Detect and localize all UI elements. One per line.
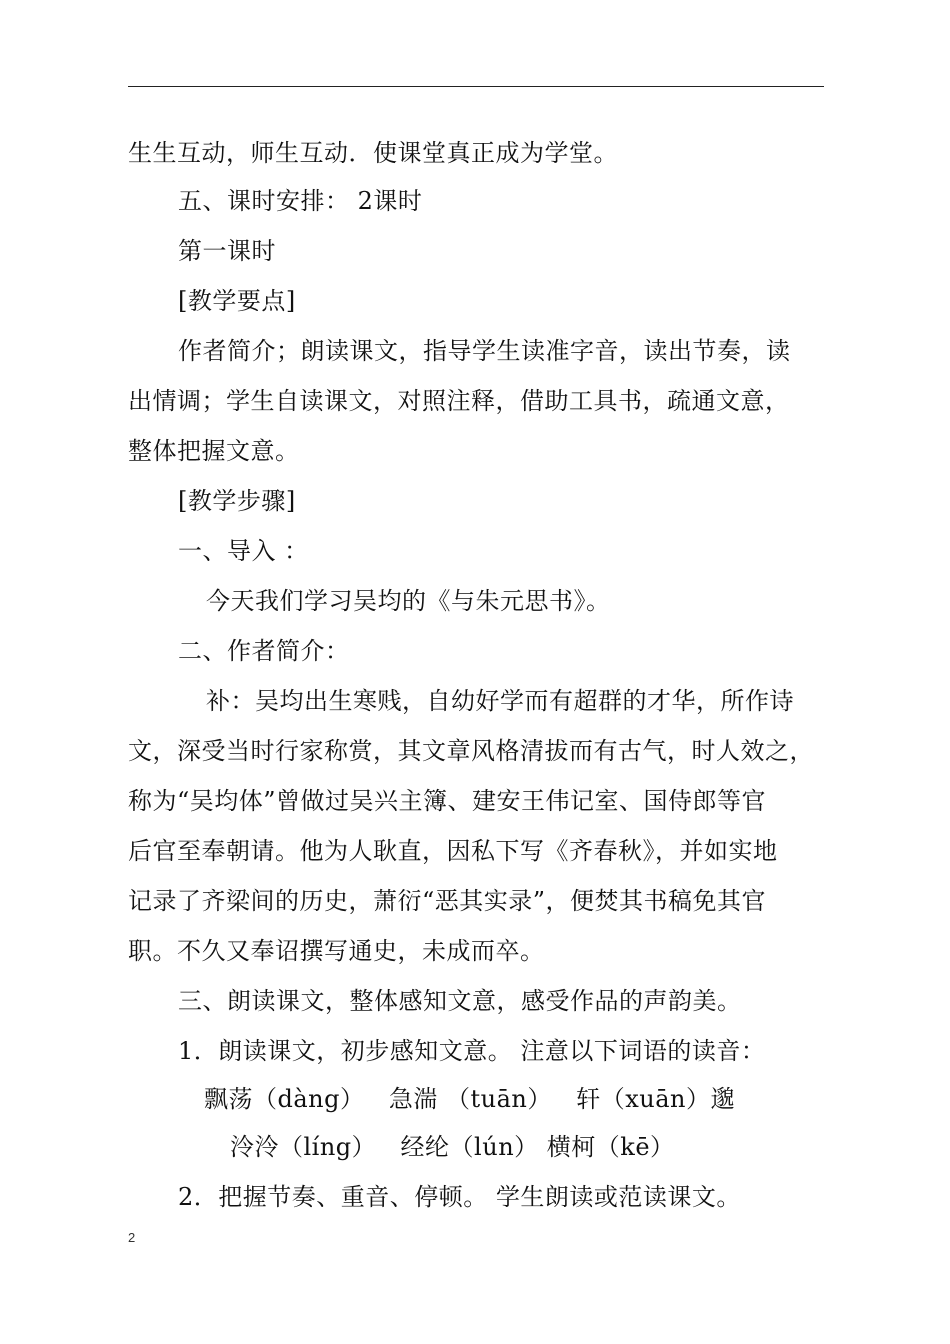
text-line-11: 二、作者简介： (178, 637, 350, 665)
text-line-16: 记录了齐梁间的历史，萧衍“恶其实录”，便焚其书稿免其官 (128, 887, 767, 915)
text-line-20: 飘荡（dàng） 急湍 （tuān） 轩（xuān）邈 (204, 1085, 736, 1113)
text-line-13: 文，深受当时行家称赏，其文章风格清拔而有古气，时人效之， (128, 737, 814, 765)
text-line-4: [教学要点] (178, 287, 296, 315)
text-line-14: 称为“吴均体”曾做过吴兴主簿、建安王伟记室、国侍郎等官 (128, 787, 767, 815)
text-line-15: 后官至奉朝请。他为人耿直，因私下写《齐春秋》，并如实地 (128, 837, 778, 865)
text-line-2: 五、课时安排： 2课时 (178, 187, 423, 215)
text-line-3: 第一课时 (178, 237, 276, 265)
text-line-6: 出情调；学生自读课文，对照注释，借助工具书，疏通文意， (128, 387, 790, 415)
text-line-8: [教学步骤] (178, 487, 296, 515)
header-rule (128, 86, 824, 87)
text-line-18: 三、朗读课文，整体感知文意，感受作品的声韵美。 (178, 987, 742, 1015)
text-line-17: 职。不久又奉诏撰写通史，未成而卒。 (128, 937, 545, 965)
text-line-10: 今天我们学习吴均的《与朱元思书》。 (206, 587, 611, 615)
text-line-9: 一、导入 ： (178, 537, 309, 565)
text-line-7: 整体把握文意。 (128, 437, 300, 465)
text-line-5: 作者简介；朗读课文，指导学生读准字音，读出节奏，读 (178, 337, 791, 365)
text-line-19: 1．朗读课文，初步感知文意。 注意以下词语的读音： (178, 1037, 766, 1065)
text-line-21: 泠泠（líng） 经纶（lún） 横柯（kē） (230, 1133, 675, 1161)
text-line-12: 补：吴均出生寒贱，自幼好学而有超群的才华，所作诗 (206, 687, 794, 715)
text-line-1: 生生互动，师生互动．使课堂真正成为学堂。 (128, 139, 618, 167)
page-number: 2 (128, 1230, 136, 1245)
text-line-22: 2．把握节奏、重音、停顿。 学生朗读或范读课文。 (178, 1183, 741, 1211)
